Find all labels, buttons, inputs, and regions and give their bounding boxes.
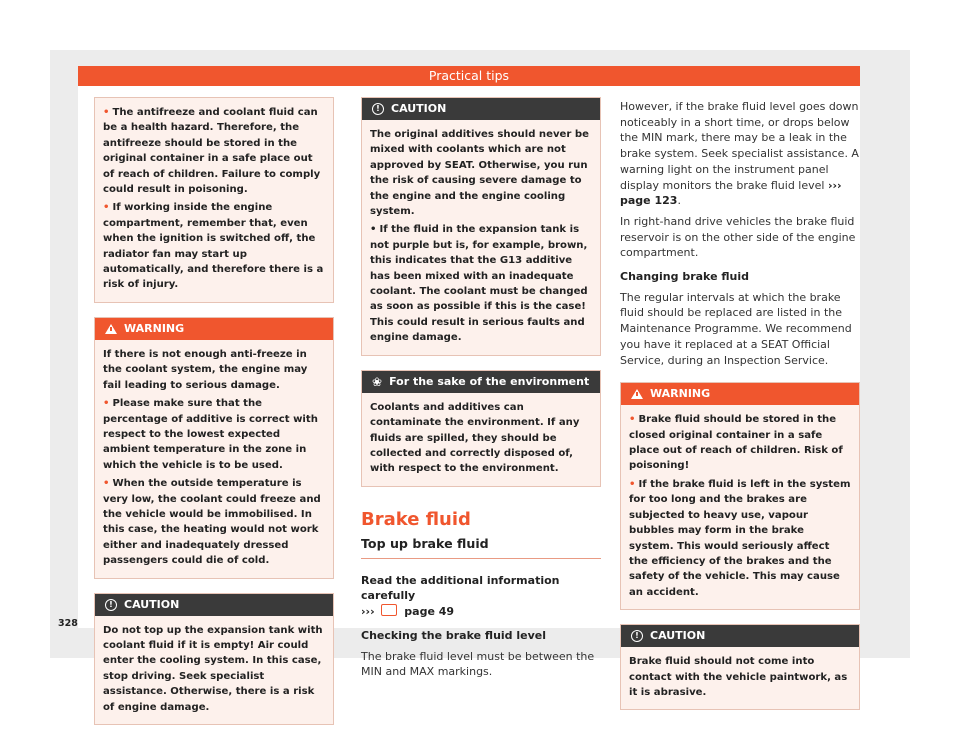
warning-box-continued [94, 97, 334, 303]
caution-header [621, 625, 859, 647]
bullet-item: • Brake fluid should be stored in the closed original container in a safe place out of reach of children. Risk of poisoning! [629, 414, 843, 472]
bullet-item: • If the brake fluid is left in the system for too long and the brakes are subjected to heavy use, vapour bubbles may form in the brake system. This would seriously affect the efficiency of the brakes and the safety of the vehicle. This may cause an accident. [629, 478, 851, 598]
rhd-paragraph: In right-hand drive vehicles the brake fluid reservoir is on the other side of the engine compartment. [620, 214, 856, 260]
bullet-icon: • [629, 478, 636, 490]
column-1 [94, 97, 334, 739]
additional-info-note: Read the additional information carefully ››› page 49 [361, 573, 560, 619]
section-title: Brake fluid [361, 508, 471, 530]
caution-label: CAUTION [124, 597, 180, 611]
bullet-icon: • [103, 398, 110, 410]
caution-text: The original additives should never be mixed with coolants which are not approved by SEAT. Otherwise, you run the risk of causing severe damage to the engine and the engine cooling system. [370, 129, 589, 218]
page-reference-link[interactable]: page 49 [404, 605, 455, 619]
book-icon [381, 604, 397, 616]
environment-box [361, 370, 601, 487]
subsection-title: Top up brake fluid [361, 536, 601, 559]
chapter-header: Practical tips [78, 66, 860, 86]
caution-text: Brake fluid should not come into contact with the vehicle paintwork, as it is abrasive. [629, 656, 848, 698]
cross-reference-arrows: ››› [361, 605, 375, 619]
caution-box [94, 593, 334, 725]
warning-label: WARNING [124, 321, 185, 335]
warning-box [620, 382, 860, 610]
checking-title: Checking the brake fluid level [361, 628, 547, 642]
caution-label: CAUTION [650, 629, 706, 643]
caution-icon: ! [105, 599, 117, 611]
bullet-item: • The antifreeze and coolant fluid can be a health hazard. Therefore, the antifreeze should be stored in the original container in a safe place out of reach of children. Failure to comply could result in poisoning. [103, 107, 321, 196]
changing-title: Changing brake fluid [620, 270, 749, 284]
bullet-icon: • [629, 414, 636, 426]
warning-box [94, 317, 334, 579]
caution-header [362, 98, 600, 120]
page-number: 328 [58, 618, 78, 629]
bullet-icon: • [370, 224, 377, 236]
bullet-item: • Please make sure that the percentage of additive is correct with respect to the lowest expected ambient temperature in the zone in which the vehicle is to be used. [103, 398, 318, 471]
warning-triangle-icon [105, 324, 117, 334]
warning-header [95, 318, 333, 340]
environment-header [362, 371, 600, 393]
environment-text: Coolants and additives can contaminate the environment. If any fluids are spilled, they should be collected and correctly disposed of, with respect to the environment. [370, 401, 580, 475]
bullet-item: • If the fluid in the expansion tank is not purple but is, for example, brown, this indicates that the G13 additive has been mixed with an inadequate coolant. The coolant must be changed as soon as possible if this is the case! This could result in serious faults and engine damage. [370, 224, 588, 344]
warning-intro: If there is not enough anti-freeze in the coolant system, the engine may fail leading to serious damage. [103, 348, 308, 391]
caution-box [620, 624, 860, 710]
bullet-item: • If working inside the engine compartment, remember that, even when the ignition is switched off, the radiator fan may start up automatically, and therefore there is a risk of injury. [103, 202, 324, 291]
environment-flower-icon: ❀ [372, 374, 383, 389]
page-reference-link[interactable]: ››› page 123 [620, 178, 842, 208]
caution-box [361, 97, 601, 356]
warning-label: WARNING [650, 387, 711, 401]
caution-icon: ! [631, 630, 643, 642]
changing-text: The regular intervals at which the brake fluid should be replaced are listed in the Maintenance Programme. We recommend you have it replaced at a SEAT Official Service, during an Inspection Service. [620, 290, 852, 367]
environment-label: For the sake of the environment [389, 374, 590, 388]
caution-label: CAUTION [391, 102, 447, 115]
column-3 [620, 99, 860, 724]
warning-header [621, 383, 859, 405]
caution-text: Do not top up the expansion tank with coolant fluid if it is empty! Air could enter the cooling system. In this case, stop driving. Seek specialist assistance. Otherwise, there is a risk of engine damage. [103, 624, 323, 713]
checking-text: The brake fluid level must be between the MIN and MAX markings. [361, 649, 595, 679]
caution-header [95, 594, 333, 616]
caution-icon: ! [372, 103, 384, 115]
column-2 [361, 97, 601, 685]
bullet-icon: • [103, 478, 110, 490]
bullet-icon: • [103, 202, 110, 214]
bullet-item: • When the outside temperature is very low, the coolant could freeze and the vehicle would be immobilised. In this case, the heating would not work either and inadequately dressed passengers could die of cold. [103, 478, 321, 567]
brake-leak-paragraph: However, if the brake fluid level goes down noticeably in a short time, or drops below the MIN mark, there may be a leak in the brake system. Seek specialist assistance. A warning light on the instrument panel display monitors the brake fluid level ››› page 123. [620, 100, 859, 208]
bullet-icon: • [103, 107, 110, 118]
warning-triangle-icon [631, 389, 643, 399]
